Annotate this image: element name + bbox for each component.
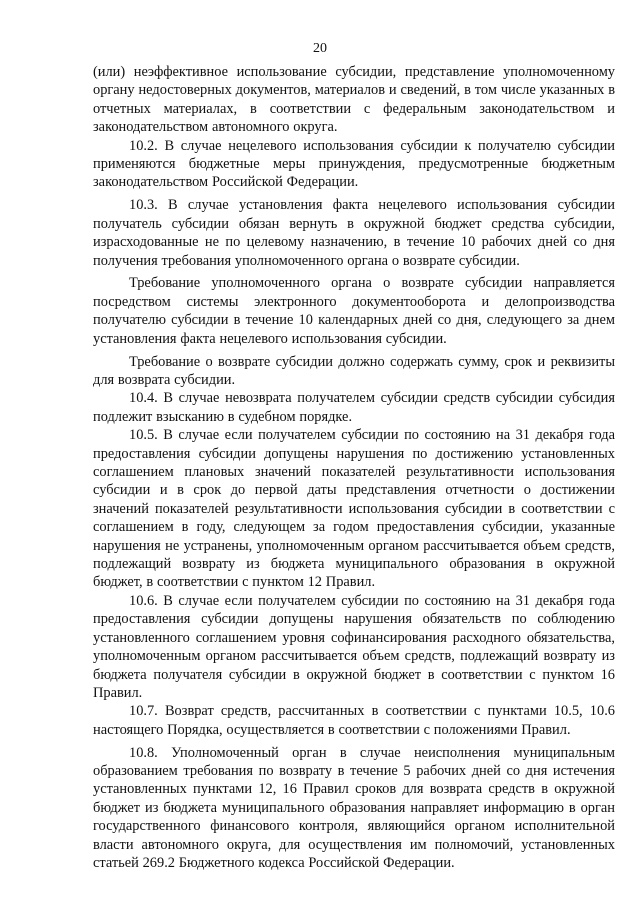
document-body (93, 63, 615, 872)
paragraph-10-7: 10.7. Возврат средств, рассчитанных в соответствии с пунктами 10.5, 10.6 настоящего Порядка, осуществляется в соответствии с положениями Правил. (93, 703, 615, 738)
paragraph-10-4: 10.4. В случае невозврата получателем субсидии средств субсидии субсидия подлежит взысканию в судебном порядке. (93, 390, 615, 425)
paragraph-return-requirement: Требование уполномоченного органа о возврате субсидии направляется посредством системы электронного документооборота и делопроизводства получателю субсидии в течение 10 календарных дней со дня, следующего за днем установления факта нецелевого использования субсидии. (93, 275, 615, 347)
paragraph-10-5: 10.5. В случае если получателем субсидии по состоянию на 31 декабря года предоставления субсидии допущены нарушения по достижению установленных соглашением плановых значений показателей результативности использования субсидии и в срок до первой даты представления отчетности о достижении значений показателей результативности использования субсидии в соответствии с соглашением в году, следующем за годом предоставления субсидии, указанные нарушения не устранены, уполномоченным органом рассчитывается объем средств, подлежащий возврату из бюджета муниципального образования в окружной бюджет, в соответствии с пунктом 12 Правил. (93, 427, 615, 591)
paragraph-10-8: 10.8. Уполномоченный орган в случае неисполнения муниципальным образованием требования по возврату в течение 5 рабочих дней со дня истечения установленных пунктами 12, 16 Правил сроков для возврата средств в окружной бюджет из бюджета муниципального образования направляет информацию в орган государственного финансового контроля, являющийся органом исполнительной власти автономного округа, для осуществления им полномочий, установленных статьей 269.2 Бюджетного кодекса Российской Федерации. (93, 744, 615, 872)
page-number: 20 (313, 41, 327, 56)
paragraph-requirement-content: Требование о возврате субсидии должно содержать сумму, срок и реквизиты для возврата субсидии. (93, 353, 615, 388)
paragraph-10-3: 10.3. В случае установления факта нецелевого использования субсидии получатель субсидии обязан вернуть в окружной бюджет средства субсидии, израсходованные не по целевому назначению, в течение 10 рабочих дней со дня получения требования уполномоченного органа о возврате субсидии. (93, 197, 615, 269)
paragraph-continuation: (или) неэффективное использование субсидии, представление уполномоченному органу недостоверных документов, материалов и сведений, в том числе указанных в отчетных материалах, в соответствии с федеральным законодательством и законодательством автономного округа. (93, 64, 615, 136)
paragraph-10-6: 10.6. В случае если получателем субсидии по состоянию на 31 декабря года предоставления субсидии допущены нарушения обязательств по соблюдению установленного соглашением уровня софинансирования расходного обязательства, уполномоченным органом рассчитывается объем средств, подлежащий возврату из бюджета получателя субсидии в окружной бюджет в соответствии с пунктом 16 Правил. (93, 592, 615, 701)
paragraph-10-2: 10.2. В случае нецелевого использования субсидии к получателю субсидии применяются бюджетные меры принуждения, предусмотренные бюджетным законодательством Российской Федерации. (93, 137, 615, 191)
